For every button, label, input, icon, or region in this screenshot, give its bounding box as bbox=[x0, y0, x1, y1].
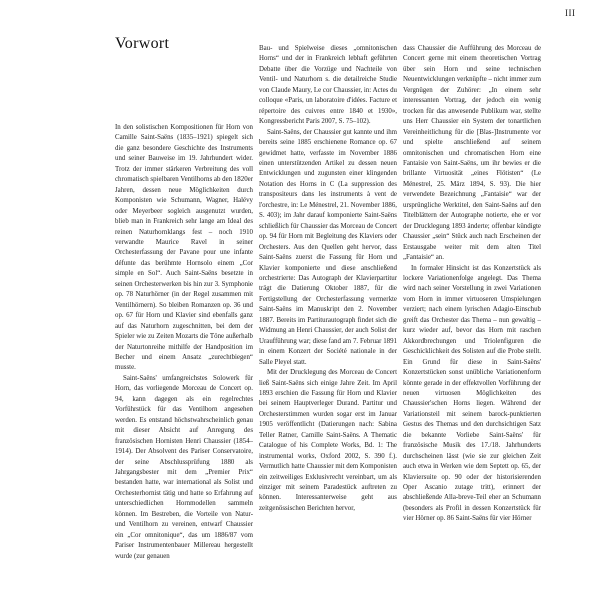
text-column-2 bbox=[259, 44, 397, 514]
text-column-1 bbox=[115, 123, 253, 562]
page-title: Vorwort bbox=[115, 35, 170, 52]
paragraph: Saint-Saëns, der Chaussier gut kannte und ihm bereits seine 1885 erschienene Romance op. 67 gewidmet hatte, verfasste im November 1886 einen unterstützenden Artikel zu dessen neuen Entwicklungen und zugunsten einer klingenden Notation des Horns in C (La suppression des transpositeurs dans les instruments à vent de l'orchestre, in: Le Ménestrel, 21. November 1886, S. 403); im Jahr darauf komponierte Saint-Saëns schließlich für Chaussier das Morceau de Concert op. 94 für Horn mit Begleitung des Klaviers oder Orchesters. Aus den Quellen geht hervor, dass Saint-Saëns zuerst die Fassung für Horn und Klavier komponierte und diese anschließend orchestrierte: Das Autograph der Klavierpartitur trägt die Datierung Oktober 1887, für die Fertigstellung der Orchesterfassung vermerkte Saint-Saëns im Manuskript den 2. November 1887. Bereits im Partiturautograph findet sich die Widmung an Henri Chaussier, der auch Solist der Uraufführung war; diese fand am 7. Februar 1891 in einem Konzert der Société nationale in der Salle Pleyel statt. bbox=[259, 128, 397, 366]
text-column-3 bbox=[403, 44, 541, 525]
paragraph: In formaler Hinsicht ist das Konzertstück als lockere Variationenfolge angelegt. Das Thema wird nach seiner Vorstellung in zwei Variationen vom Horn in immer virtuoseren Umspielungen verziert; nach einem lyrischen Adagio-Einschub greift das Orchester das Thema – nun gewaltig – kurz wieder auf, bevor das Horn mit raschen Akkordbrechungen und Triolenfiguren die Geschicklichkeit des Solisten auf die Probe stellt. Ein Grund für diese in Saint-Saëns' Konzertstücken sonst unübliche Variationenform könnte gerade in der effektvollen Vorführung der neuen virtuosen Möglichkeiten des Chaussier'schen Horns liegen. Während der Variationsteil mit seinem barock-punktierten Gestus des Themas und den durchsichtigen Satz die bekannte Vorliebe Saint-Saëns' für französische Musik des 17./18. Jahrhunderts durchscheinen lässt (wie sie zur gleichen Zeit auch etwa in Werken wie dem Septett op. 65, der Klaviersuite op. 90 oder der historisierenden Oper Ascanio zutage tritt), erinnert der abschließende Alla-breve-Teil eher an Schumann (besonders als Profil in dessen Konzertstück für vier Hörner op. 86 Saint-Saëns für vier Hörner bbox=[403, 264, 541, 523]
paragraph: dass Chaussier die Aufführung des Morceau de Concert gerne mit einem theoretischen Vortrag über sein Horn und seine technischen Neuentwicklungen verknüpfte – nicht immer zum Vergnügen der Zuhörer: „In einem sehr interessanten Vortrag, der jedoch ein wenig trocken für das anwesende Publikum war, stellte uns Herr Chaussier ein System der tonartlichen Vereinheitlichung für die [Blas-]Instrumente vor und spielte anschließend auf seinem omnitonischen und chromatischen Horn eine Fantaisie von Saint-Saëns, um ihr bewies er die brillante Virtuosität „eines Flötisten“ (Le Ménestrel, 25. März 1894, S. 93). Die hier verwendete Bezeichnung „Fantaisie“ war der ursprüngliche Werktitel, den Saint-Saëns auf den Titelblättern der Autographe notierte, ehe er vor der Drucklegung 1893 änderte; offenbar kündigte Chaussier „sein“ Stück auch nach Erscheinen der Erstausgabe weiter mit dem alten Titel „Fantaisie“ an. bbox=[403, 45, 541, 262]
paragraph: Saint-Saëns' umfangreichstes Solowerk für Horn, das vorliegende Morceau de Concert op. 94, kann dagegen als ein regelrechtes Vorführstück für das Ventilhorn angesehen werden. Es entstand höchstwahrscheinlich genau mit dieser Absicht auf Anregung des französischen Hornisten Henri Chaussier (1854–1914). Der Absolvent des Pariser Conservatoire, der seine Abschlussprüfung 1880 als Jahrgangsbester mit dem „Premier Prix“ bestanden hatte, war international als Solist und Orchesterhornist tätig und hatte so Erfahrung auf unterschiedlichen Hornmodellen sammeln können. Im Bestreben, die Vorteile von Natur- und Ventilhorn zu vereinen, entwarf Chaussier ein „Cor omnitonique“, das um 1886/87 vom Pariser Instrumentenbauer Millereau hergestellt wurde (zur genauen bbox=[115, 374, 253, 560]
paragraph: Mit der Drucklegung des Morceau de Concert ließ Saint-Saëns sich einige Jahre Zeit. Im April 1893 erschien die Fassung für Horn und Klavier bei seinem Hauptverleger Durand. Partitur und Orchesterstimmen wurden sogar erst im Januar 1905 veröffentlicht (Datierungen nach: Sabina Teller Ratner, Camille Saint-Saëns. A Thematic Catalogue of his Complete Works, Bd. 1: The instrumental works, Oxford 2002, S. 390 f.). Vermutlich hatte Chaussier mit dem Komponisten ein zeitweiliges Exklusivrecht vereinbart, um als einziger mit seinem Paradestück auftreten zu können. Interessanterweise geht aus zeitgenössischen Berichten hervor, bbox=[259, 369, 397, 512]
paragraph: In den solistischen Kompositionen für Horn von Camille Saint-Saëns (1835–1921) spiegelt sich die ganz besondere Geschichte des Instruments und seiner Bauweise im 19. Jahrhundert wider. Trotz der immer stärkeren Verbreitung des voll chromatisch spielbaren Ventilhorns ab den 1820er Jahren, dessen neue Möglichkeiten durch Komponisten wie Schumann, Wagner, Halévy oder Meyerbeer sogleich ausgenutzt wurden, blieb man in Frankreich sehr lange am Ideal des reinen Naturhornklangs fest – noch 1910 verwandte Maurice Ravel in seiner Orchesterfassung der Pavane pour une infante défunte das berühmte Hornsolo einem „Cor simple en Sol“. Auch Saint-Saëns besetzte in seinen Orchesterwerken bis hin zur 3. Symphonie op. 78 Naturhörner (in der Regel zusammen mit Ventilhörnern). So bleiben Romanzen op. 36 und op. 67 für Horn und Klavier sind ebenfalls ganz auf das Naturhorn zugeschnitten, bei dem der Spieler wie zu Zeiten Mozarts die Töne außerhalb der Naturtonreihe mithilfe der Handposition im Becher und einem Ansatz „zurechtbiegen“ musste. bbox=[115, 124, 253, 372]
page-number: III bbox=[565, 8, 576, 18]
paragraph: Bau- und Spielweise dieses „omnitonischen Horns“ und der in Frankreich lebhaft geführten Debatte über die Vorzüge und Nachteile von Ventil- und Naturhorn s. die detailreiche Studie von Claude Maury, Le cor Chaussier, in: Actes du colloque «Paris, un laboratoire d'idées. Facture et répertoire des cuivres entre 1840 et 1930», Kongressbericht Paris 2007, S. 75–102). bbox=[259, 45, 397, 126]
